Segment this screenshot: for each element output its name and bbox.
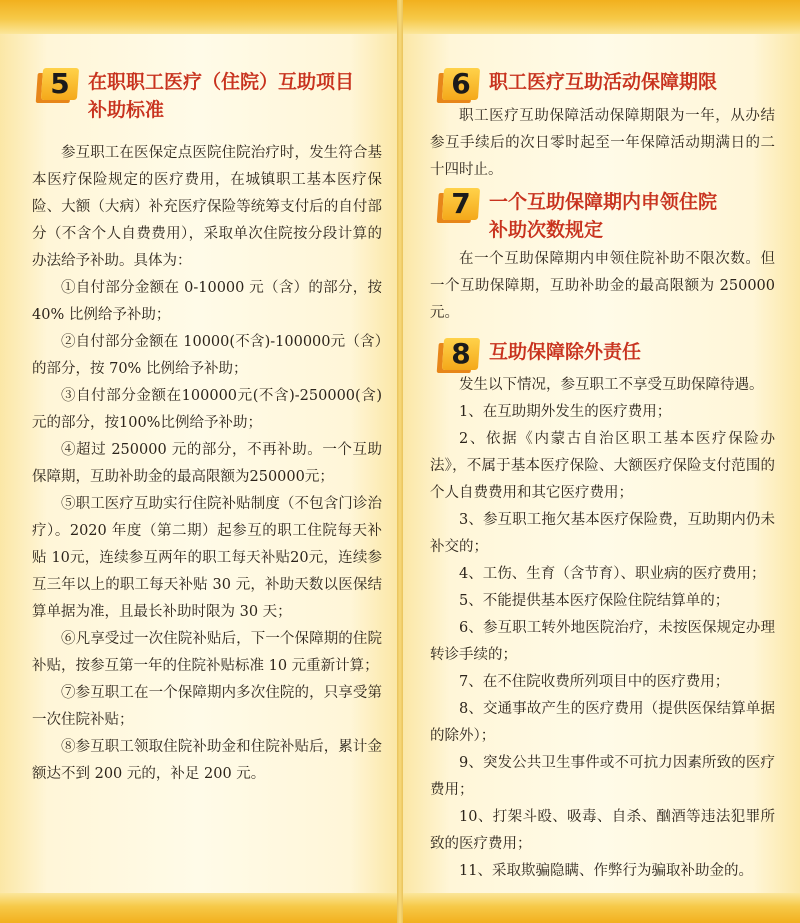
section-number: 5 (50, 67, 70, 100)
section-8-body (430, 372, 775, 885)
section-number: 8 (451, 337, 471, 370)
page-fold (397, 0, 403, 923)
list-item: 7、在不住院收费所列项目中的医疗费用； (459, 674, 730, 690)
list-item: 1、在互助期外发生的医疗费用； (459, 404, 672, 420)
list-item: 9、突发公共卫生事件或不可抗力因素所致的医疗费用； (430, 755, 775, 798)
list-item: 5、不能提供基本医疗保险住院结算单的； (459, 593, 730, 609)
section-number: 7 (451, 187, 471, 220)
list-item: 10、打架斗殴、吸毒、自杀、酗酒等违法犯罪所致的医疗费用； (430, 809, 775, 852)
list-item: 2、依据《内蒙古自治区职工基本医疗保险办法》，不属于基本医疗保险、大额医疗保险支付范围的个人自费费用和其它医疗费用； (430, 431, 775, 501)
list-item: 11、采取欺骗隐瞒、作弊行为骗取补助金的。 (459, 863, 753, 879)
section-6-body: 职工医疗互助保障活动保障期限为一年，从办结参互手续后的次日零时起至一年保障活动期满日的二十四时止。 (430, 108, 775, 178)
section-7-body: 在一个互助保障期内申领住院补助不限次数。但一个互助保障期，互助补助金的最高限额为 250000 元。 (430, 251, 775, 321)
paragraph: ③自付部分金额在100000元(不含)-250000(含)元的部分，按100%比例给予补助； (32, 388, 382, 431)
section-title: 互助保障除外责任 (489, 341, 642, 363)
list-item: 4、工伤、生育（含节育）、职业病的医疗费用； (459, 566, 766, 582)
list-item: 8、交通事故产生的医疗费用（提供医保结算单据的除外）； (430, 701, 775, 744)
list-item: 3、参互职工拖欠基本医疗保险费，互助期内仍未补交的； (430, 512, 775, 555)
section-title: 职工医疗互助活动保障期限 (489, 71, 718, 93)
section-title: 在职职工医疗（住院）互助项目 (88, 71, 355, 93)
paragraph: ④超过 250000 元的部分，不再补助。一个互助保障期，互助补助金的最高限额为250000元； (32, 442, 382, 485)
section-8-intro: 发生以下情况，参互职工不享受互助保障待遇。 (459, 377, 764, 393)
paragraph: ①自付部分金额在 0-10000 元（含）的部分，按 40% 比例给予补助； (32, 280, 382, 323)
paragraph: ⑤职工医疗互助实行住院补贴制度（不包含门诊治疗）。2020 年度（第二期）起参互的职工住院每天补贴 10元，连续参互两年的职工每天补贴20元，连续参互三年以上的职工每天补贴 30 元，补助天数以医保结算单据为准，且最长补助时限为 30 天； (32, 496, 382, 620)
section-title-cont: 补助标准 (88, 99, 165, 121)
section-8-header (443, 338, 773, 370)
list-item: 6、参互职工转外地医院治疗，未按医保规定办理转诊手续的； (430, 620, 775, 663)
paragraph: ⑦参互职工在一个保障期内多次住院的，只享受第一次住院补贴； (32, 685, 382, 728)
section-5-header (42, 68, 382, 128)
paragraph: ②自付部分金额在 10000(不含)-100000元（含）的部分，按 70% 比例给予补助； (32, 334, 382, 377)
paragraph: 参互职工在医保定点医院住院治疗时，发生符合基本医疗保险规定的医疗费用，在城镇职工基本医疗保险、大额（大病）补充医疗保险等统筹支付后的自付部分（不含个人自费费用），采取单次住院按分段计算的办法给予补助。具体为： (32, 145, 382, 269)
section-7-header (443, 188, 773, 248)
paragraph: ⑧参互职工领取住院补助金和住院补贴后，累计金额达不到 200 元的，补足 200 元。 (32, 739, 382, 782)
section-title-cont: 补助次数规定 (489, 219, 604, 241)
section-number: 6 (451, 67, 471, 100)
section-5-body (32, 140, 382, 788)
section-6-header (443, 68, 773, 100)
paragraph: ⑥凡享受过一次住院补贴后，下一个保障期的住院补贴，按参互第一年的住院补贴标准 10 元重新计算； (32, 631, 382, 674)
section-title: 一个互助保障期内申领住院 (489, 191, 718, 213)
